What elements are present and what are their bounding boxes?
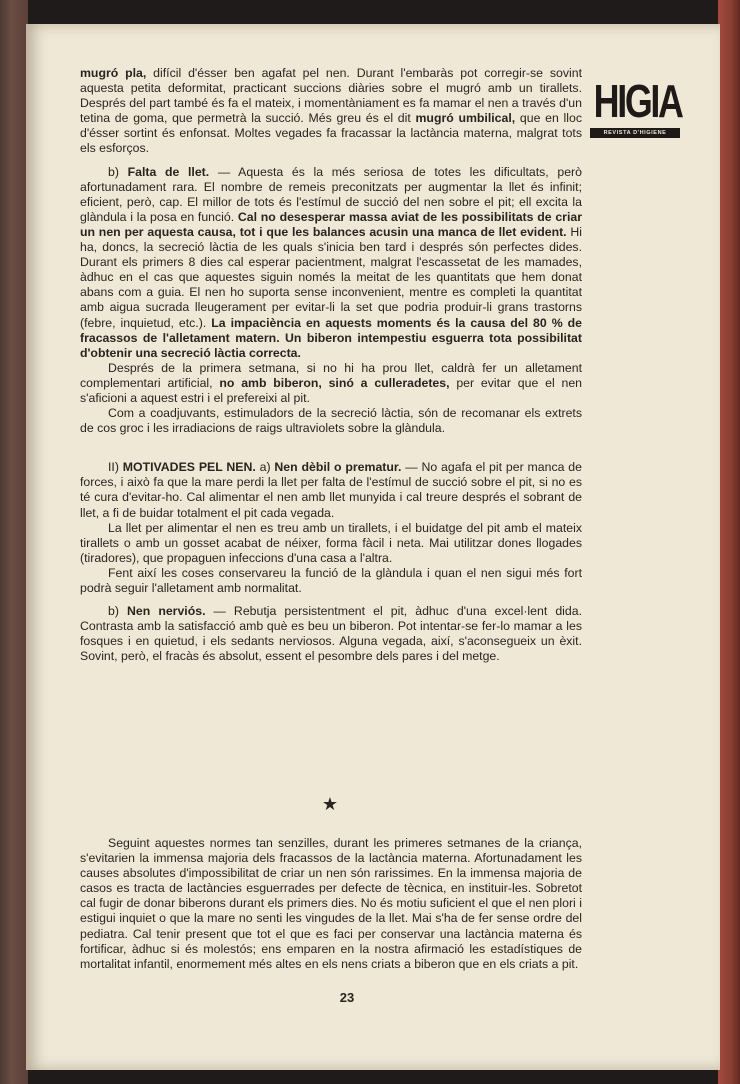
term-mugro-pla: mugró pla, <box>80 66 147 80</box>
text: II) <box>108 460 123 475</box>
paragraph-coadjuvants: Com a coadjuvants, estimuladors de la secreció làctia, són de recomanar els extrets de cos groc i les irradiacions de raigs ultraviolets sobre la glàndula. <box>80 406 582 436</box>
text: per evitar que el nen s'aficioni a aquest estri i el prefereixi al pit. <box>80 375 582 405</box>
star-separator-icon: ★ <box>321 794 339 814</box>
text: Hi ha, doncs, la secreció làctia de les quals s'inicia ben tard i després són perfectes dides. Durant els primers 8 dies cal esperar pacientment, malgrat l'escassetat de les mamades, àdhuc en el cas que aquestes siguin només la meitat de les quantitats que hem donat abans com a guia. El nen ho suporta sense inconvenient, mentre es completi la quantitat amb aigua sucrada lleugerament per evitar-li la set que podria produir-li grans trastorns (febre, inquietud, etc.). <box>80 224 582 330</box>
page <box>26 24 720 1070</box>
paragraph-mugro <box>80 66 582 157</box>
text: que en lloc d'ésser sortint és enfonsat. Moltes vegades fa fracassar la lactància materna, malgrat tots els esforços. <box>80 111 583 156</box>
page-number: 23 <box>339 990 355 1005</box>
emphasis: La impaciència en aquests moments és la causa del 80 % de fracassos de l'alletament matern. Un biberon intempestiu esguerra tota possibilitat d'obtenir una secreció làctia correcta. <box>80 315 583 360</box>
text: — No agafa el pit per manca de forces, i això fa que la mare perdi la llet per falta de l'estímul de succió sobre el pit, si no es té cura d'evitar-ho. Cal alimentar el nen amb llet munyida i cal treure després el sobrant de llet, a fi de buidar totalment el pit cada vegada. <box>80 460 582 520</box>
heading-falta-llet: Falta de llet. <box>127 164 210 179</box>
heading-nen-nervios: Nen nerviós. <box>127 604 206 619</box>
paragraph-closing: Seguint aquestes normes tan senzilles, durant les primeres setmanes de la criança, s'evitarien la immensa majoria dels fracassos de la lactància materna. Afortunadament les causes absolutes d'impossibilitat de criar un nen són rarissimes. En la immensa majoria de casos es tracta de lactàncies esguerrades per defecte de tècnica, en instituir-les. Sobretot cal fugir de donar biberons durant els primers dies. No és motiu suficient el que el nen plori i estigui inquiet o que la mare no senti les vingudes de la llet. Mai s'ha de fer sense ordre del pediatra. Cal tenir present que tot el que es faci per conservar una lactància materna és fortificar, àdhuc si és molestós; ens emparen en la nostra afirmació les estadístiques de mortalitat infantil, enormement més altes en els nens criats a biberon que en els criats a pit. <box>80 836 582 971</box>
heading-nen-debil: Nen dèbil o prematur. <box>274 460 402 475</box>
article-body <box>80 66 582 664</box>
text: a) <box>255 460 275 475</box>
book-spine <box>0 0 28 1084</box>
text: b) <box>108 604 128 619</box>
paragraph-tirallets: La llet per alimentar el nen es treu amb un tirallets, i el buidatge del pit amb el mateix tirallets o amb un gosset acabat de néixer, forma fàcil i neta. Mai utilitzar dones llogades (tiradores), que propaguen infeccions d'una casa a l'altra. <box>80 520 582 565</box>
cover-edge <box>718 0 740 1084</box>
text: — Rebutja persistentment el pit, àdhuc d'una excel·lent dida. Contrasta amb la satisfacció amb què es beu un biberon. Pot intentar-se fer-lo mamar a les fosques i en quietud, i els sedants nerviosos. Alguna vegada, així, s'aconsegueix un èxit. Sovint, però, el fracàs és absolut, essent el pesombre dels pares i del metge. <box>80 604 582 664</box>
text: — Aquesta és la més seriosa de totes les dificultats, però afortunadament rara. El nombre de remeis preconitzats per augmentar la llet és infinit; eficient, però, cap. El millor de tots és l'estímul de succió del nen sobre el pit; ell excita la glàndula i la posa en funció. <box>80 164 582 224</box>
closing-section <box>80 836 582 972</box>
text: difícil d'ésser ben agafat pel nen. Durant l'embaràs pot corregir-se sovint aquesta petita deformitat, practicant succions diàries sobre el mugró amb un tirallets. Després del part també és fa el mateix, i momentàniament es fa mamar el nen a través d'un tetina de goma, que permetrà la succió. Més greu és el dit <box>80 66 582 126</box>
text: Després de la primera setmana, si no hi ha prou llet, caldrà fer un alletament complementari artificial, <box>80 360 582 390</box>
paragraph-fent-aixi: Fent així les coses conservareu la funció de la glàndula i quan el nen sigui més fort podrà seguir l'alletament amb normalitat. <box>80 565 582 595</box>
paragraph-motivades-pel-nen <box>80 460 582 520</box>
logo-letters: HIGIA <box>593 75 682 127</box>
paragraph-falta-llet <box>80 165 582 361</box>
higia-logo <box>582 74 688 152</box>
paragraph-primera-setmana <box>80 361 582 406</box>
emphasis: no amb biberon, sinó a culleradetes, <box>219 375 450 390</box>
emphasis: Cal no desesperar massa aviat de les possibilitats de criar un nen per aquesta causa, tot i que les balances acusin una manca de llet evident. <box>80 209 583 239</box>
paragraph-nen-nervios <box>80 604 582 664</box>
logo-subtitle: REVISTA D'HIGIENE <box>590 128 680 138</box>
term-mugro-umbilical: mugró umbilical, <box>415 111 516 126</box>
text: b) <box>108 164 128 179</box>
section-heading: MOTIVADES PEL NEN. <box>122 460 256 475</box>
